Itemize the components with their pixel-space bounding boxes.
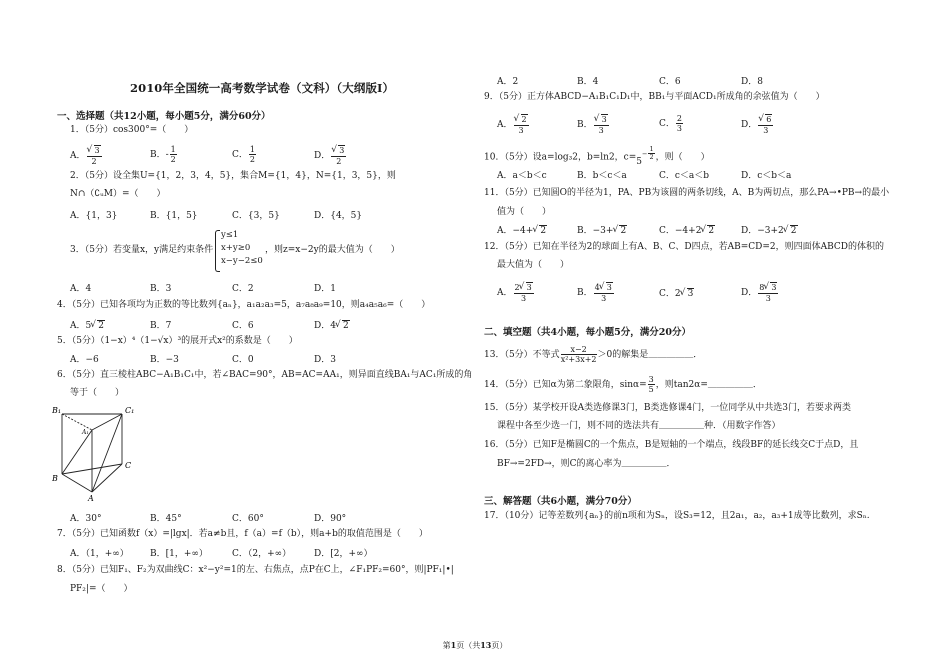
option-label: A．−4+ (497, 226, 534, 236)
option-d (741, 223, 798, 236)
denominator: 3 (598, 126, 604, 135)
numerator: x−2 (561, 345, 597, 355)
fraction (170, 145, 177, 164)
option-d: D．1 (314, 284, 336, 294)
question-15-line-2: 课程中各至少选一门，则不同的选法共有＿＿＿＿＿种．（用数字作答） (497, 421, 781, 431)
option-a: A．{1，3} (70, 211, 118, 221)
denominator: 3 (601, 294, 607, 303)
radicand: √ 3 (526, 282, 533, 293)
denominator: 2 (336, 157, 342, 166)
option-d: D．c＜b＜a (741, 171, 792, 181)
fraction (648, 375, 655, 394)
option-b (577, 223, 627, 236)
question-9-stem: 9．（5分）正方体ABCD−A₁B₁C₁D₁中，BB₁与平面ACD₁所成角的余弦值为（ ） (484, 92, 825, 102)
section-heading-solve: 三、解答题（共6小题，满分70分） (484, 496, 637, 507)
option-a (497, 282, 535, 303)
option-d: D．3 (314, 355, 336, 365)
radicand: √ 2 (790, 225, 798, 236)
question-12-options (497, 282, 887, 303)
option-c: C．6 (659, 77, 681, 87)
vertex-label-b1: B₁ (52, 406, 62, 415)
option-c: C．0 (232, 355, 254, 365)
section-heading-fill: 二、填空题（共4小题，每小题5分，满分20分） (484, 327, 691, 338)
fraction (514, 282, 534, 303)
question-12-line-2: 最大值为（ ） (497, 260, 570, 270)
denominator: 2 (649, 153, 654, 161)
numerator: √ 2 (521, 114, 528, 125)
option-a: A．30° (70, 514, 102, 524)
question-8-options (497, 74, 887, 90)
option-a (497, 223, 547, 236)
numerator: 3 (648, 375, 654, 384)
page-title: 2010年全国统一高考数学试卷（文科）（大纲版Ⅰ） (130, 81, 395, 95)
constraint-2: x+y≥0 (221, 243, 251, 253)
question-7-stem: 7．（5分）已知函数f（x）=|lgx|．若a≠b且，f（a）=f（b），则a+b的取值范围是（ ） (57, 529, 428, 539)
radicand: √ 2 (342, 320, 350, 331)
option-d: D．8 (741, 77, 763, 87)
option-label: A． (70, 151, 86, 161)
total-pages-number: 13 (480, 640, 492, 650)
option-label: B． (577, 288, 593, 298)
numerator: 1 (649, 145, 654, 153)
option-b: B．4 (577, 77, 599, 87)
option-label: A．5 (70, 321, 92, 331)
fraction (331, 145, 346, 166)
option-b: B．−3 (150, 355, 179, 365)
vertex-label-c1: C₁ (125, 406, 135, 415)
option-a: A．4 (70, 284, 92, 294)
denominator: 3 (521, 294, 527, 303)
constraint-3: x−y−2≤0 (221, 256, 263, 266)
question-12-line-1: 12．（5分）已知在半径为2的球面上有A、B、C、D四点，若AB=CD=2，则四面体ABCD的体积的 (484, 242, 885, 252)
footer-text: 页（共 (456, 641, 481, 650)
option-label: D．4 (314, 321, 336, 331)
fraction (87, 145, 102, 166)
question-14-stem (484, 375, 762, 394)
option-label: B． (577, 120, 593, 130)
question-2-line-2: N∩（∁ᵤM）=（ ） (70, 189, 166, 199)
option-b: B．7 (150, 321, 172, 331)
question-3-stem-post: ，则z=x−2y的最大值为（ ） (265, 245, 400, 255)
option-c (659, 286, 694, 299)
vertex-label-a: A (88, 494, 94, 502)
prism-figure (52, 402, 142, 502)
option-label: A． (497, 288, 513, 298)
option-b (577, 114, 610, 135)
option-b: B．b＜c＜a (577, 171, 627, 181)
denominator: 3 (763, 126, 769, 135)
option-c: C．{3，5} (232, 211, 280, 221)
option-c (659, 114, 684, 133)
option-b: B．3 (150, 284, 172, 294)
question-3-stem-pre: 3．（5分）若变量x，y满足约束条件 (70, 245, 214, 255)
question-17-stem: 17．（10分）记等差数列{aₙ}的前n项和为Sₙ，设S₃=12，且2a₁，a₂，a₃+1成等比数列，求Sₙ. (484, 511, 870, 521)
footer-text: 第 (442, 641, 451, 650)
fraction (249, 145, 256, 164)
option-c: C．c＜a＜b (659, 171, 710, 181)
question-2-line-1: 2．（5分）设全集U={1，2，3，4，5}，集合M={1，4}，N={1，3，5}，则 (70, 171, 396, 181)
option-c: C．60° (232, 514, 264, 524)
option-b: B．{1，5} (150, 211, 198, 221)
question-1-options (70, 145, 460, 166)
fraction (561, 345, 597, 364)
numerator: √ 6 (765, 114, 772, 125)
question-11-options (497, 223, 887, 239)
denominator: 2 (170, 155, 176, 164)
option-d: D．[2，+∞） (314, 549, 373, 559)
question-8-line-2: PF₂|=（ ） (70, 584, 133, 594)
denominator: 3 (518, 126, 524, 135)
question-4-options (70, 318, 460, 334)
question-8-line-1: 8．（5分）已知F₁、F₂为双曲线C：x²−y²=1的左、右焦点，点P在C上，∠F₁PF₂=60°，则|PF₁|•| (57, 565, 454, 575)
stem-pre: 13．（5分）不等式 (484, 350, 560, 360)
option-label: C．−4+2 (659, 226, 702, 236)
question-6-line-1: 6．（5分）直三棱柱ABC−A₁B₁C₁中，若∠BAC=90°，AB=AC=AA₁，则异面直线BA₁与AC₁所成的角 (57, 370, 473, 380)
question-5-stem: 5．（5分）（1−x）⁴（1−√x）³的展开式x²的系数是（ ） (57, 336, 298, 346)
numerator-coef: 8 (759, 283, 765, 292)
question-1-stem: 1．（5分）cos300°=（ ） (70, 125, 194, 135)
numerator: 1 (249, 145, 255, 154)
option-d (741, 114, 774, 135)
option-label: C．2 (659, 289, 681, 299)
question-16-line-1: 16．（5分）已知F是椭圆C的一个焦点，B是短轴的一个端点，线段BF的延长线交C于点D，且 (484, 440, 859, 450)
option-label: C． (232, 150, 248, 160)
question-7-options (70, 546, 460, 562)
exponent-base: 5 (636, 156, 642, 167)
exponent-sign: − (642, 149, 648, 158)
option-b: B．45° (150, 514, 182, 524)
option-label: D． (741, 288, 758, 298)
denominator: x²+3x+2 (560, 355, 597, 364)
option-label: A． (497, 120, 513, 130)
fraction (594, 282, 614, 303)
option-label: D． (314, 151, 331, 161)
stem-pre: 10．（5分）设a=log₃2，b=ln2，c= (484, 152, 637, 163)
question-10-options (497, 168, 887, 184)
radicand: √ 3 (770, 282, 777, 293)
denominator: 5 (648, 385, 654, 394)
radicand: √ 2 (97, 320, 105, 331)
denominator: 2 (91, 157, 97, 166)
stem-post: ，则tan2α=＿＿＿＿＿． (655, 380, 762, 390)
option-c: C．（2，+∞） (232, 549, 292, 559)
option-b: B．[1，+∞） (150, 549, 208, 559)
option-d (314, 318, 350, 331)
radicand: √ 2 (539, 225, 547, 236)
denominator: 3 (765, 294, 771, 303)
option-d (741, 282, 779, 303)
question-9-options (497, 114, 887, 135)
question-11-line-1: 11．（5分）已知圆O的半径为1，PA、PB为该圆的两条切线，A、B为两切点，那么PA→•PB→的最小 (484, 188, 890, 198)
numerator: 2 (676, 114, 682, 123)
vertex-label-a1: A₁ (82, 429, 89, 436)
option-a (70, 318, 105, 331)
numerator: 1 (170, 145, 176, 154)
option-a: A．a＜b＜c (497, 171, 547, 181)
question-5-options (70, 352, 460, 368)
option-label: B．- (150, 150, 169, 160)
option-c (659, 223, 715, 236)
exponent (642, 145, 656, 161)
question-15-line-1: 15．（5分）某学校开设A类选修课3门，B类选修课4门，一位同学从中共选3门，若要求两类 (484, 403, 851, 413)
stem-post: ＞0的解集是＿＿＿＿＿． (597, 350, 703, 360)
fraction (758, 282, 778, 303)
numerator: √ 3 (94, 145, 101, 156)
question-11-line-2: 值为（ ） (497, 207, 552, 217)
vertex-label-c: C (125, 461, 132, 470)
numerator-coef: 4 (594, 283, 600, 292)
fraction (676, 114, 683, 133)
option-a: A．−6 (70, 355, 99, 365)
denominator: 3 (676, 124, 682, 133)
numerator-coef: 2 (514, 283, 520, 292)
constraint-brace (215, 230, 220, 272)
question-6-options (70, 511, 460, 527)
question-2-options (70, 208, 460, 224)
option-d: D．90° (314, 514, 347, 524)
option-label: D． (741, 120, 758, 130)
vertex-label-b: B (52, 474, 58, 483)
option-d (314, 145, 347, 166)
option-d: D．{4，5} (314, 211, 363, 221)
option-c (232, 145, 257, 164)
question-10-stem (484, 145, 710, 167)
option-a: A．（1，+∞） (70, 549, 129, 559)
question-4-stem: 4．（5分）已知各项均为正数的等比数列{aₙ}，a₁a₂a₃=5，a₇a₈a₉=10，则a₄a₅a₆=（ ） (57, 300, 431, 310)
denominator: 2 (249, 155, 255, 164)
section-heading-choice: 一、选择题（共12小题，每小题5分，满分60分） (57, 111, 271, 122)
stem-post: ，则（ ） (655, 152, 710, 163)
option-c: C．6 (232, 321, 254, 331)
option-c: C．2 (232, 284, 254, 294)
option-a: A．2 (497, 77, 519, 87)
option-label: B．−3+ (577, 226, 614, 236)
option-b (577, 282, 615, 303)
option-b (150, 145, 178, 164)
footer-text: 页） (491, 641, 508, 650)
page-footer (0, 640, 950, 651)
radicand: √ 2 (707, 225, 715, 236)
option-label: C． (659, 119, 675, 129)
question-6-line-2: 等于（ ） (70, 388, 125, 398)
fraction (594, 114, 609, 135)
stem-pre: 14．（5分）已知α为第二象限角，sinα= (484, 380, 647, 390)
radicand: √ 3 (606, 282, 613, 293)
exponent-fraction (648, 146, 654, 161)
current-page-number: 1 (450, 640, 457, 650)
option-label: D．−3+2 (741, 226, 784, 236)
fraction (514, 114, 529, 135)
radicand: √ 2 (619, 225, 627, 236)
numerator: √ 3 (601, 114, 608, 125)
question-3-options (70, 281, 460, 297)
question-13-stem (484, 345, 702, 364)
radicand: √ 3 (687, 288, 695, 299)
constraint-1: y≤1 (221, 230, 239, 240)
fraction (758, 114, 773, 135)
option-a (70, 145, 103, 166)
numerator: √ 3 (338, 145, 345, 156)
option-a (497, 114, 530, 135)
question-16-line-2: BF→=2FD→，则C的离心率为＿＿＿＿＿． (497, 459, 676, 469)
